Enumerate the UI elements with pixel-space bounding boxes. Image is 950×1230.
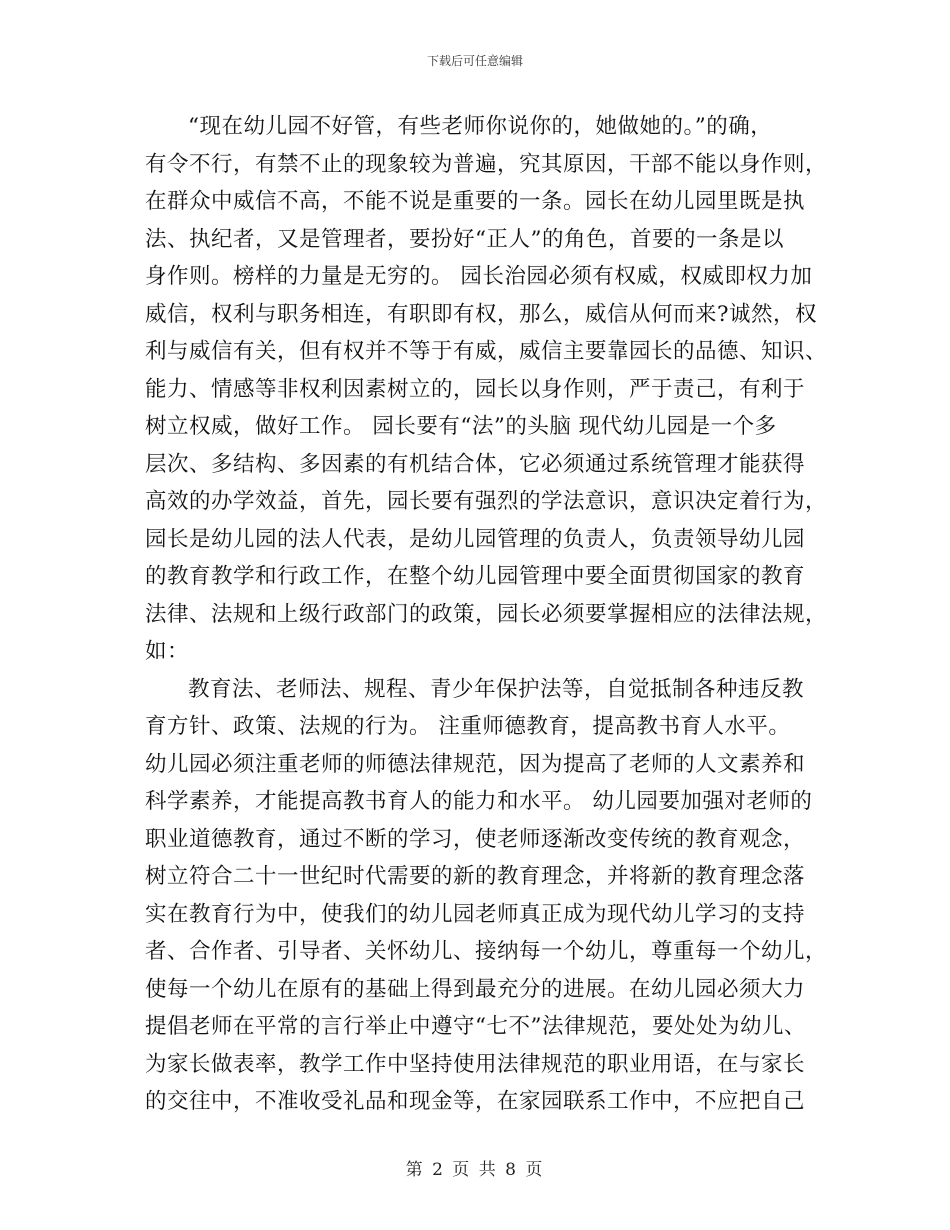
text-line: 法律、法规和上级行政部门的政策，园长必须要掌握相应的法律法规， <box>145 601 828 627</box>
text-line: 威信，权利与职务相连，有职即有权，那么，威信从何而来?诚然，权 <box>145 301 818 327</box>
text-line: 在群众中威信不高，不能不说是重要的一条。园长在幼儿园里既是执 <box>145 189 806 214</box>
text-line: 教育法、老师法、规程、青少年保护法等，自觉抵制各种违反教 <box>188 676 805 702</box>
text-line: 的教育教学和行政工作，在整个幼儿园管理中要全面贯彻国家的教育 <box>145 564 806 589</box>
text-line: 高效的办学效益，首先，园长要有强烈的学法意识，意识决定着行为， <box>145 489 828 514</box>
text-line: 的交往中，不准收受礼品和现金等，在家园联系工作中，不应把自己 <box>145 1089 806 1114</box>
text-line: 者、合作者、引导者、关怀幼儿、接纳每一个幼儿，尊重每一个幼儿， <box>145 939 828 964</box>
text-line: 能力、情感等非权利因素树立的，园长以身作则，严于责己，有利于 <box>145 376 806 402</box>
text-line: 职业道德教育，通过不断的学习，使老师逐渐改变传统的教育观念， <box>145 826 806 852</box>
text-line: “现在幼儿园不好管，有些老师你说你的，她做她的。”的确， <box>188 114 773 139</box>
page-number: 第 2 页 共 8 页 <box>405 1160 545 1180</box>
text-line: 使每一个幼儿在原有的基础上得到最充分的进展。在幼儿园必须大力 <box>145 976 806 1002</box>
text-line: 树立符合二十一世纪时代需要的新的教育理念，并将新的教育理念落 <box>145 864 806 889</box>
text-line: 为家长做表率，教学工作中坚持使用法律规范的职业用语，在与家长 <box>145 1051 806 1077</box>
text-line: 有令不行，有禁不止的现象较为普遍，究其原因，干部不能以身作则， <box>145 151 828 177</box>
page-header-note: 下载后可任意编辑 <box>426 54 523 68</box>
text-line: 利与威信有关，但有权并不等于有威，威信主要靠园长的品德、知识、 <box>145 339 828 364</box>
document-body <box>145 108 828 1121</box>
text-line: 幼儿园必须注重老师的师德法律规范，因为提高了老师的人文素养和 <box>145 751 806 777</box>
text-line: 身作则。榜样的力量是无穷的。 园长治园必须有权威，权威即权力加 <box>145 264 813 289</box>
text-line: 如： <box>145 639 190 664</box>
text-line: 法、执纪者，又是管理者，要扮好“正人”的角色，首要的一条是以 <box>145 226 784 252</box>
text-line: 科学素养，才能提高教书育人的能力和水平。 幼儿园要加强对老师的 <box>145 789 813 814</box>
text-line: 树立权威，做好工作。 园长要有“法”的头脑 现代幼儿园是一个多 <box>145 414 777 439</box>
text-line: 育方针、政策、法规的行为。 注重师德教育，提高教书育人水平。 <box>145 714 791 739</box>
text-line: 提倡老师在平常的言行举止中遵守“七不”法律规范，要处处为幼儿、 <box>145 1014 806 1039</box>
text-line: 层次、多结构、多因素的有机结合体，它必须通过系统管理才能获得 <box>145 451 806 477</box>
text-line: 园长是幼儿园的法人代表，是幼儿园管理的负责人，负责领导幼儿园 <box>145 526 806 552</box>
text-line: 实在教育行为中，使我们的幼儿园老师真正成为现代幼儿学习的支持 <box>145 901 806 927</box>
